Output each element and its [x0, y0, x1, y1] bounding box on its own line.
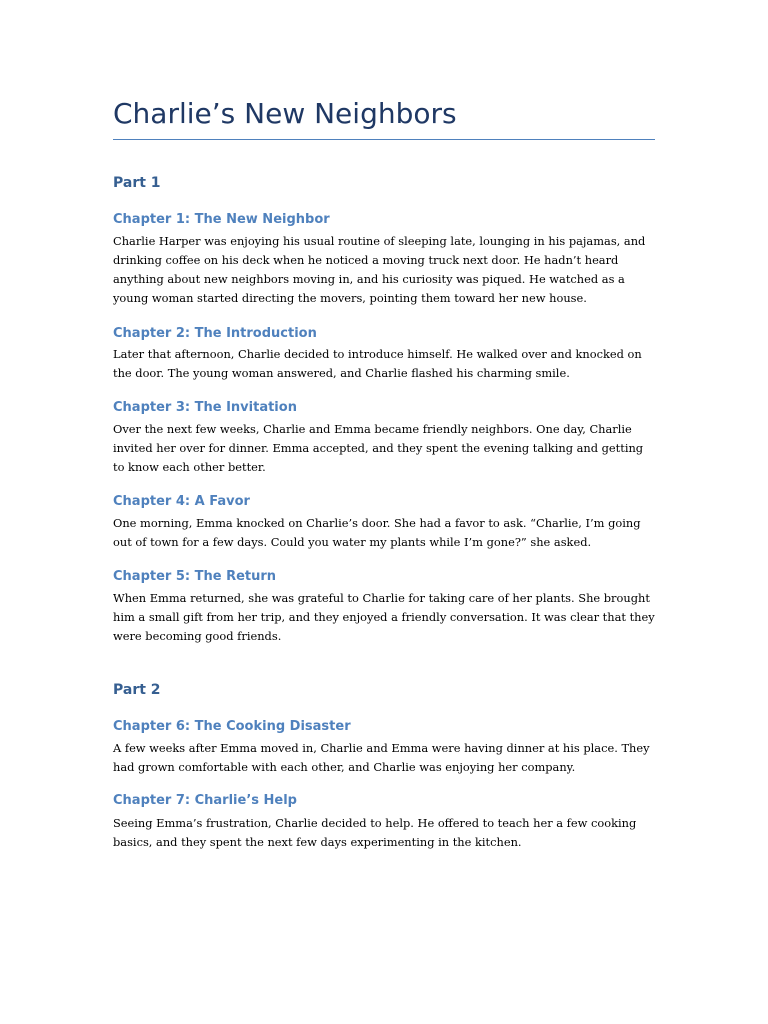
chapter-4-heading: Chapter 4: A Favor: [113, 494, 250, 509]
title-underline: [113, 139, 655, 140]
chapter-3-heading: Chapter 3: The Invitation: [113, 400, 297, 415]
part-1-heading: Part 1: [113, 175, 161, 191]
chapter-2-text: Later that afternoon, Charlie decided to introduce himself. He walked over and knocked on the door. The young woman answered, and Charlie flashed his charming smile.: [113, 347, 642, 380]
chapter-5-heading: Chapter 5: The Return: [113, 569, 277, 584]
chapter-4-text: One morning, Emma knocked on Charlie’s door. She had a favor to ask. “Charlie, I’m going out of town for a few days. Could you water my plants while I’m gone?” she asked.: [113, 516, 641, 549]
chapter-1-heading: Chapter 1: The New Neighbor: [113, 212, 330, 227]
chapter-7-heading: Chapter 7: Charlie’s Help: [113, 793, 297, 808]
chapter-3-text: Over the next few weeks, Charlie and Emma became friendly neighbors. One day, Charlie invited her over for dinner. Emma accepted, and they spent the evening talking and getting to know each other better.: [113, 422, 644, 474]
document-title: Charlie’s New Neighbors: [113, 97, 457, 130]
chapter-7-text: Seeing Emma’s frustration, Charlie decided to help. He offered to teach her a few cooking basics, and they spent the next few days experimenting in the kitchen.: [113, 816, 637, 849]
chapter-6-heading: Chapter 6: The Cooking Disaster: [113, 719, 351, 734]
chapter-6-text: A few weeks after Emma moved in, Charlie and Emma were having dinner at his place. They had grown comfortable with each other, and Charlie was enjoying her company.: [113, 741, 650, 774]
chapter-1-text: Charlie Harper was enjoying his usual routine of sleeping late, lounging in his pajamas, and drinking coffee on his deck when he noticed a moving truck next door. He hadn’t heard anything about new neighbors moving in, and his curiosity was piqued. He watched as a young woman started directing the movers, pointing them toward her new house.: [113, 234, 646, 305]
chapter-5-text: When Emma returned, she was grateful to Charlie for taking care of her plants. She brought him a small gift from her trip, and they enjoyed a friendly conversation. It was clear that they were becoming good friends.: [113, 591, 655, 643]
chapter-2-heading: Chapter 2: The Introduction: [113, 326, 317, 341]
part-2-heading: Part 2: [113, 682, 161, 698]
